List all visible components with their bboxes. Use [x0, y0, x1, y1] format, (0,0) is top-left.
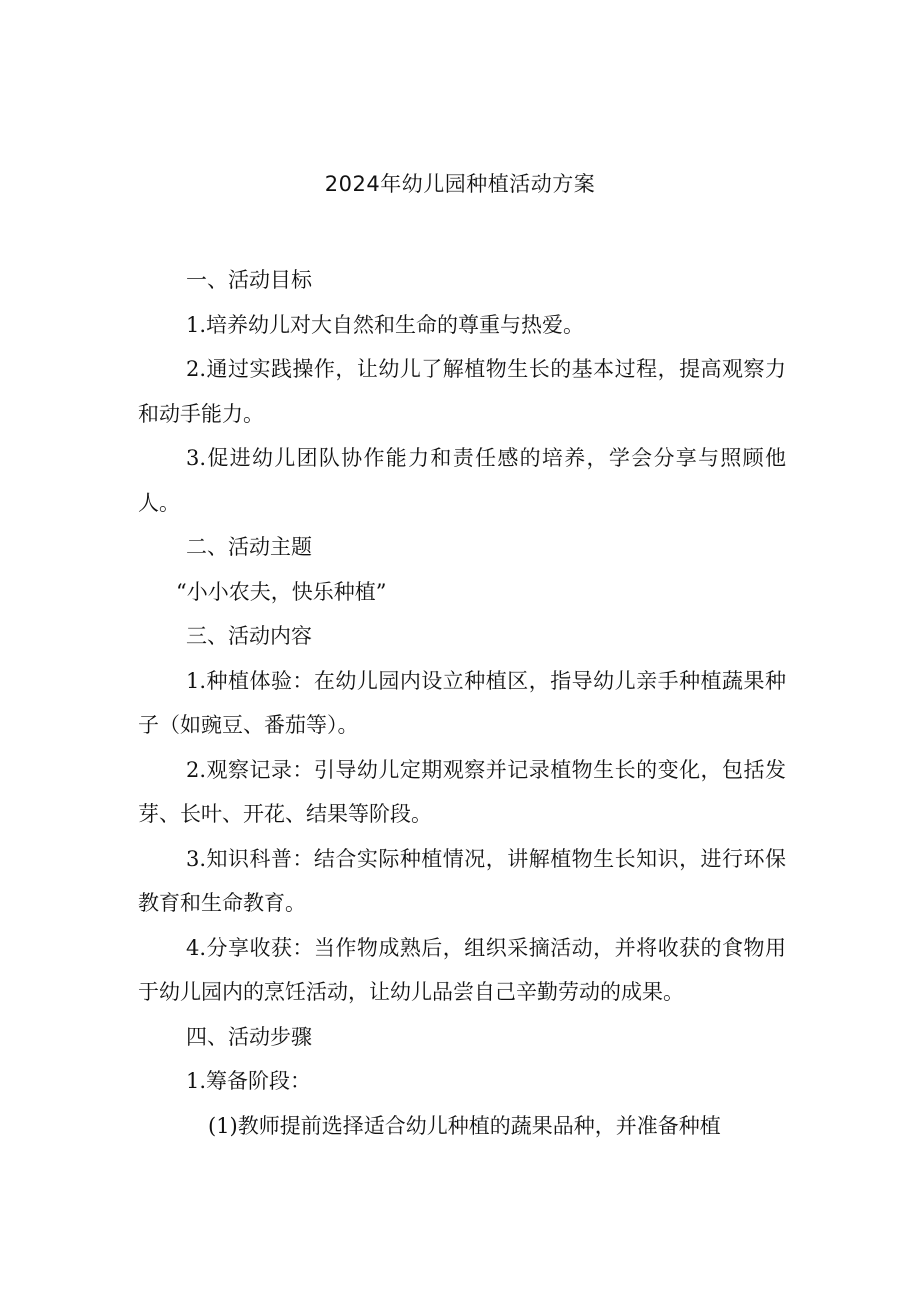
content-item-4: 4.分享收获：当作物成熟后，组织采摘活动，并将收获的食物用于幼儿园内的烹饪活动，让幼儿品尝自己辛勤劳动的成果。 [138, 935, 786, 1004]
goal-item-1: 1.培养幼儿对大自然和生命的尊重与热爱。 [186, 312, 585, 337]
content-item-3: 3.知识科普：结合实际种植情况，讲解植物生长知识，进行环保教育和生命教育。 [138, 846, 786, 915]
goal-item-2: 2.通过实践操作，让幼儿了解植物生长的基本过程，提高观察力和动手能力。 [138, 357, 786, 426]
step-subitem-1: (1)教师提前选择适合幼儿种植的蔬果品种，并准备种植 [208, 1113, 721, 1138]
content-item-2: 2.观察记录：引导幼儿定期观察并记录植物生长的变化，包括发芽、长叶、开花、结果等阶段。 [138, 757, 786, 826]
document-body [138, 258, 786, 1148]
content-item-1: 1.种植体验：在幼儿园内设立种植区，指导幼儿亲手种植蔬果种子（如豌豆、番茄等）。 [138, 668, 786, 737]
section-heading-content: 三、活动内容 [186, 624, 312, 648]
theme-text: “小小农夫，快乐种植” [176, 579, 387, 604]
section-heading-steps: 四、活动步骤 [186, 1024, 312, 1049]
section-heading-goals: 一、活动目标 [186, 268, 312, 292]
step-item-1: 1.筹备阶段： [186, 1069, 312, 1093]
section-heading-theme: 二、活动主题 [186, 535, 312, 559]
goal-item-3: 3.促进幼儿团队协作能力和责任感的培养，学会分享与照顾他人。 [138, 446, 786, 515]
document-title: 2024年幼儿园种植活动方案 [324, 172, 596, 196]
